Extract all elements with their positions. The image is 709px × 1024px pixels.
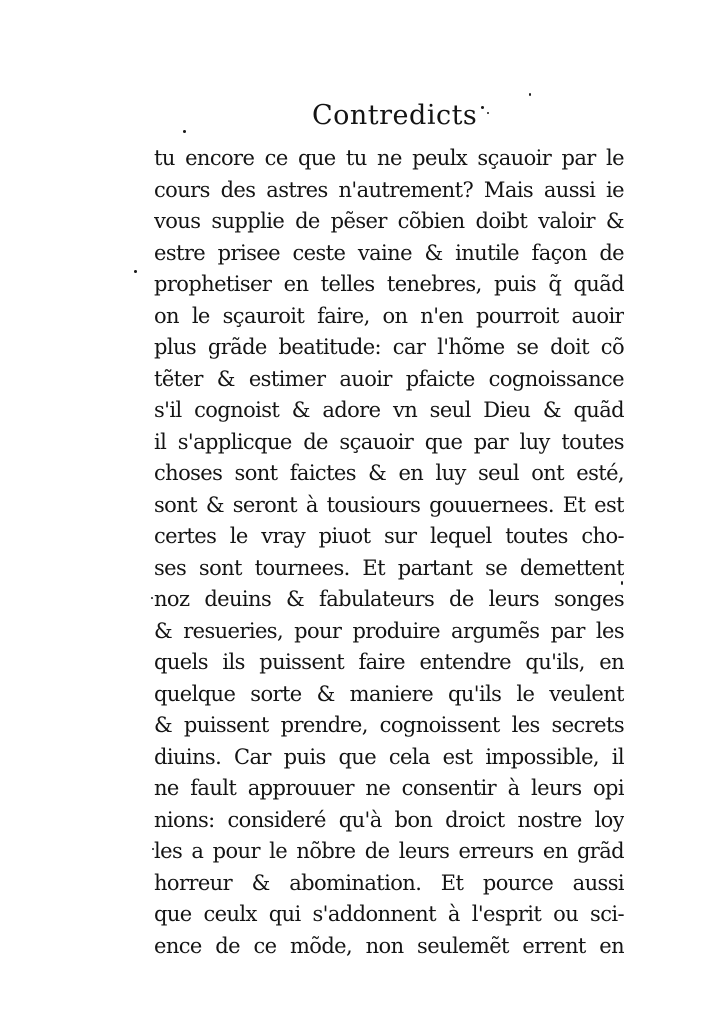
text-line: on le sçauroit faire, on n'en pourroit auoir (154, 303, 624, 328)
ink-speck (134, 270, 137, 273)
text-line: vous supplie de pẽser cõbien doibt valoir & (154, 209, 624, 233)
ink-speck (529, 93, 531, 96)
text-line: ne fault approuuer ne consentir à leurs opi (154, 776, 624, 800)
text-line: s'il cognoist & adore vn seul Dieu & quãd (154, 398, 624, 422)
text-line: tẽter & estimer auoir pfaicte cognoissance (154, 366, 624, 391)
text-line: ence de ce mõde, non seulemẽt errent en (154, 933, 624, 958)
ink-speck (481, 106, 484, 109)
text-line: estre prisee ceste vaine & inutile façon de (154, 240, 624, 265)
text-line: plus grãde beatitude: car l'hõme se doit cõ (154, 335, 624, 359)
text-line: cours des astres n'autrement? Mais aussi ie (154, 177, 624, 202)
text-line: prophetiser en telles tenebres, puis q̃ quãd (154, 272, 624, 296)
ink-speck (183, 130, 186, 133)
text-line: & puissent prendre, cognoissent les secrets (154, 713, 624, 737)
text-line: diuins. Car puis que cela est impossible, il (154, 744, 624, 769)
text-line: choses sont faictes & en luy seul ont esté, (154, 461, 624, 485)
text-line: noz deuins & fabulateurs de leurs songes (154, 587, 624, 611)
text-line: nions: consideré qu'à bon droict nostre loy (154, 807, 624, 832)
text-line: quels ils puissent faire entendre qu'ils, en (154, 650, 624, 674)
text-line: & resueries, pour produire argumẽs par les (154, 618, 624, 643)
text-line: les a pour le nõbre de leurs erreurs en grãd (154, 839, 624, 863)
text-line: tu encore ce que tu ne peulx sçauoir par le (154, 146, 624, 170)
text-line: il s'applicque de sçauoir que par luy toutes (154, 429, 624, 454)
text-line: sont & seront à tousiours gouuernees. Et est (154, 492, 624, 517)
text-line: ses sont tournees. Et partant se demettent (154, 555, 624, 580)
text-line: certes le vray piuot sur lequel toutes cho- (154, 524, 624, 548)
ink-speck (487, 112, 489, 114)
ink-speck (151, 597, 153, 599)
text-line: que ceulx qui s'addonnent à l'esprit ou sci- (154, 902, 624, 926)
body-text (154, 143, 624, 962)
text-line: horreur & abomination. Et pource aussi (154, 870, 624, 895)
running-head: Contredicts (312, 100, 478, 131)
text-line: quelque sorte & maniere qu'ils le veulent (154, 681, 624, 706)
